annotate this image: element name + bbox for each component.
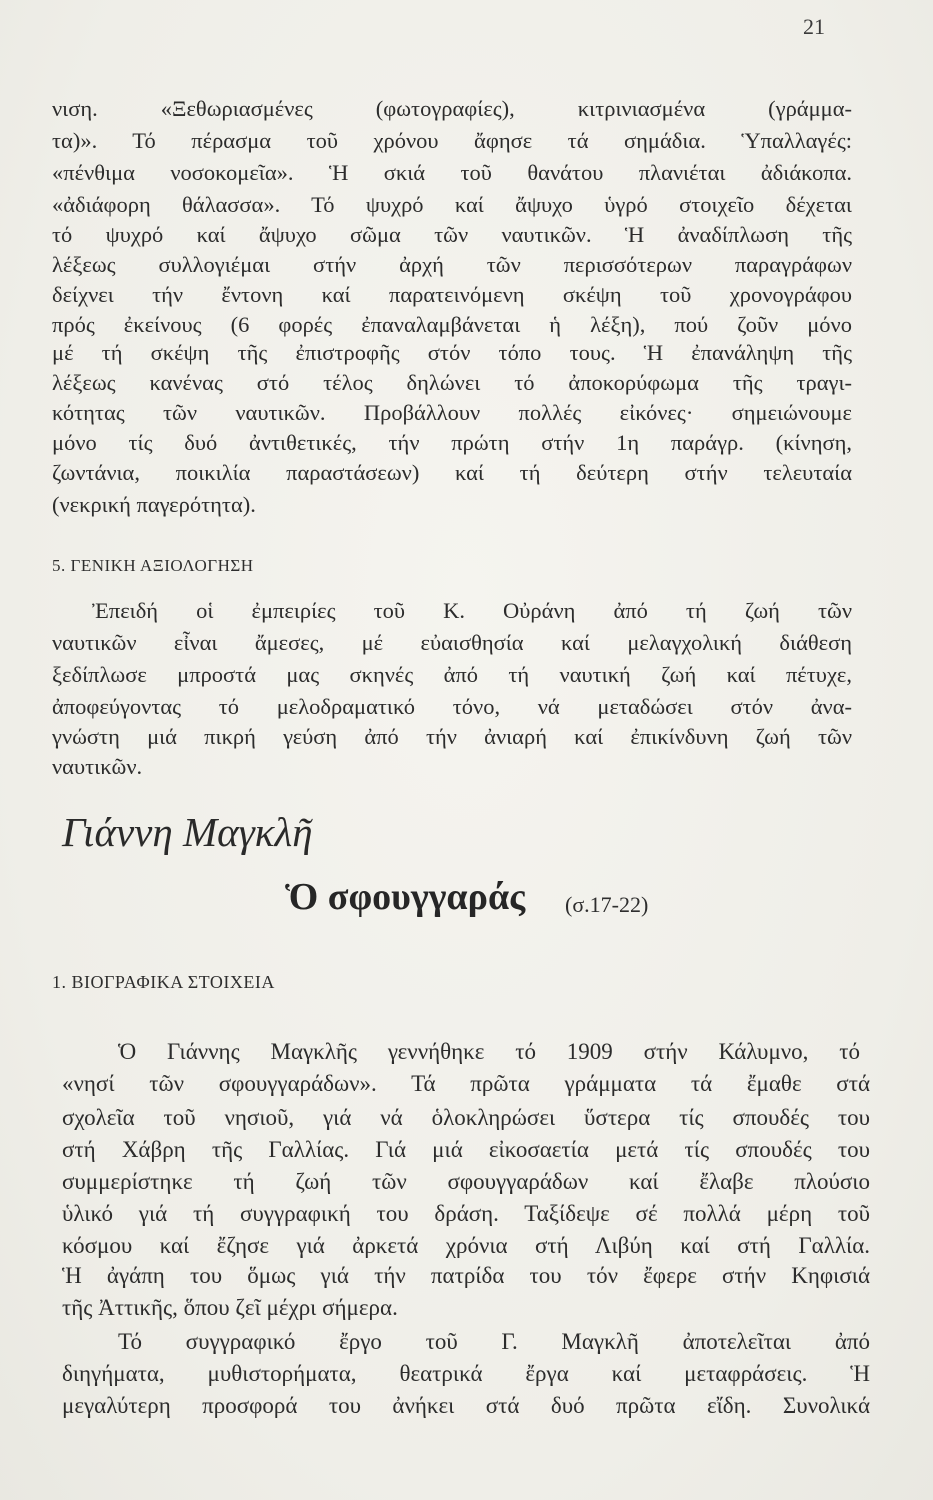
text-line: στή Χάβρη τῆς Γαλλίας. Γιά μιά εἰκοσαετία μετά τίς σπουδές του bbox=[62, 1137, 870, 1162]
text-line: λέξεως συλλογιέμαι στήν ἀρχή τῶν περισσότερων παραγράφων bbox=[52, 252, 852, 277]
text-line: μεγαλύτερη προσφορά του ἀνήκει στά δυό πρῶτα εἴδη. Συνολικά bbox=[62, 1393, 870, 1418]
text-line: τα)». Τό πέρασμα τοῦ χρόνου ἄφησε τά σημάδια. Ὑπαλλαγές: bbox=[52, 128, 852, 153]
text-line: ναυτικῶν εἶναι ἄμεσες, μέ εὐαισθησία καί μελαγχολική διάθεση bbox=[52, 630, 852, 655]
text-line: λέξεως κανένας στό τέλος δηλώνει τό ἀποκορύφωμα τῆς τραγι- bbox=[52, 370, 852, 395]
text-line: σχολεῖα τοῦ νησιοῦ, γιά νά ὁλοκληρώσει ὕστερα τίς σπουδές του bbox=[62, 1105, 870, 1130]
text-line: «νησί τῶν σφουγγαράδων». Τά πρῶτα γράμματα τά ἔμαθε στά bbox=[62, 1071, 870, 1096]
text-line: ναυτικῶν. bbox=[52, 754, 143, 779]
text-line: Ὁ Γιάννης Μαγκλῆς γεννήθηκε τό 1909 στήν Κάλυμνο, τό bbox=[118, 1039, 860, 1064]
text-line: νιση. «Ξεθωριασμένες (φωτογραφίες), κιτρινιασμένα (γράμμα- bbox=[52, 96, 852, 121]
section-heading-biography: 1. ΒΙΟΓΡΑΦΙΚΑ ΣΤΟΙΧΕΙΑ bbox=[52, 972, 275, 992]
text-line: Ἡ ἀγάπη του ὅμως γιά τήν πατρίδα του τόν ἔφερε στήν Κηφισιά bbox=[62, 1263, 870, 1288]
work-title: Ὁ σφουγγαράς bbox=[285, 876, 526, 918]
work-page-range: (σ.17-22) bbox=[565, 892, 649, 917]
text-line: δείχνει τήν ἔντονη καί παρατεινόμενη σκέψη τοῦ χρονογράφου bbox=[52, 282, 852, 307]
text-line: τῆς Ἀττικῆς, ὅπου ζεῖ μέχρι σήμερα. bbox=[62, 1295, 398, 1320]
text-line: διηγήματα, μυθιστορήματα, θεατρικά ἔργα καί μεταφράσεις. Ἡ bbox=[62, 1361, 870, 1386]
text-line: «ἀδιάφορη θάλασσα». Τό ψυχρό καί ἄψυχο ὑγρό στοιχεῖο δέχεται bbox=[52, 192, 852, 217]
text-line: «πένθιμα νοσοκομεῖα». Ἡ σκιά τοῦ θανάτου πλανιέται ἀδιάκοπα. bbox=[52, 160, 852, 185]
text-line: κόσμου καί ἔζησε γιά ἀρκετά χρόνια στή Λιβύη καί στή Γαλλία. bbox=[62, 1233, 870, 1258]
text-line: ξεδίπλωσε μπροστά μας σκηνές ἀπό τή ναυτική ζωή καί πέτυχε, bbox=[52, 662, 852, 687]
text-line: μέ τή σκέψη τῆς ἐπιστροφῆς στόν τόπο τους. Ἡ ἐπανάληψη τῆς bbox=[52, 340, 852, 365]
text-line: ἀποφεύγοντας τό μελοδραματικό τόνο, νά μεταδώσει στόν ἀνα- bbox=[52, 694, 852, 719]
text-line: μόνο τίς δυό ἀντιθετικές, τήν πρώτη στήν 1η παράγρ. (κίνηση, bbox=[52, 430, 852, 455]
text-line: ὑλικό γιά τή συγγραφική του δράση. Ταξίδεψε σέ πολλά μέρη τοῦ bbox=[62, 1201, 870, 1226]
text-line: ζωντάνια, ποικιλία παραστάσεων) καί τή δεύτερη στήν τελευταία bbox=[52, 460, 852, 485]
text-line: συμμερίστηκε τή ζωή τῶν σφουγγαράδων καί ἔλαβε πλούσιο bbox=[62, 1169, 870, 1194]
text-line: Τό συγγραφικό ἔργο τοῦ Γ. Μαγκλῆ ἀποτελεῖται ἀπό bbox=[118, 1329, 870, 1354]
text-line: γνώστη μιά πικρή γεύση ἀπό τήν ἀνιαρή καί ἐπικίνδυνη ζωή τῶν bbox=[52, 724, 852, 749]
text-line: (νεκρική παγερότητα). bbox=[52, 492, 256, 517]
text-line: πρός ἐκείνους (6 φορές ἐπαναλαμβάνεται ἡ λέξη), πού ζοῦν μόνο bbox=[52, 312, 852, 337]
text-line: τό ψυχρό καί ἄψυχο σῶμα τῶν ναυτικῶν. Ἡ ἀναδίπλωση τῆς bbox=[52, 222, 852, 247]
author-name: Γιάννη Μαγκλῆ bbox=[62, 809, 313, 855]
text-line: Ἐπειδή οἱ ἐμπειρίες τοῦ Κ. Οὐράνη ἀπό τή ζωή τῶν bbox=[92, 598, 852, 623]
page-number: 21 bbox=[803, 14, 825, 39]
section-heading-evaluation: 5. ΓΕΝΙΚΗ ΑΞΙΟΛΟΓΗΣΗ bbox=[52, 556, 254, 575]
text-line: κότητας τῶν ναυτικῶν. Προβάλλουν πολλές εἰκόνες· σημειώνουμε bbox=[52, 400, 852, 425]
